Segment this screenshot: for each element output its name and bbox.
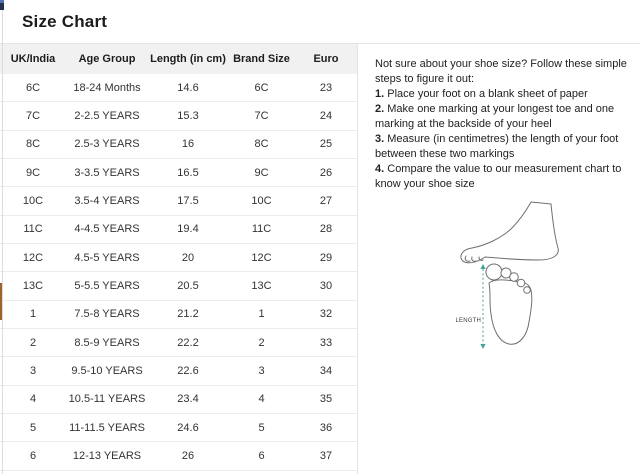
cell-brand-size: 4 xyxy=(258,393,265,406)
cell-length-cm: 19.4 xyxy=(177,223,199,236)
cell-brand-size: 2 xyxy=(258,336,265,349)
table-row xyxy=(0,272,357,300)
guide-step xyxy=(375,87,634,102)
cell-length-cm: 22.2 xyxy=(177,336,199,349)
panel-content xyxy=(0,44,640,474)
cell-uk-india: 9C xyxy=(25,166,41,179)
page-title: Size Chart xyxy=(22,11,108,31)
guide-intro: Not sure about your shoe size? Follow these simple steps to figure it out: xyxy=(375,58,627,85)
table-row xyxy=(0,102,357,130)
table-row xyxy=(0,386,357,414)
cell-brand-size: 8C xyxy=(254,138,269,151)
panel-left-border xyxy=(2,0,3,474)
table-row xyxy=(0,187,357,215)
cell-uk-india: 5 xyxy=(29,421,37,434)
cell-brand-size: 13C xyxy=(251,280,272,293)
cell-euro: 32 xyxy=(319,308,333,321)
table-row xyxy=(0,159,357,187)
cell-age-group: 3-3.5 YEARS xyxy=(74,166,140,179)
cell-brand-size: 3 xyxy=(258,365,265,378)
cell-uk-india: 6C xyxy=(25,81,41,94)
cell-age-group: 18-24 Months xyxy=(73,81,141,94)
cell-age-group: 2-2.5 YEARS xyxy=(74,110,140,123)
table-body xyxy=(0,74,357,471)
cell-brand-size: 6C xyxy=(254,81,269,94)
cell-uk-india: 8C xyxy=(25,138,41,151)
title-bar xyxy=(0,0,640,44)
step-number: 2. xyxy=(375,103,385,115)
cell-uk-india: 10C xyxy=(22,195,44,208)
cell-uk-india: 6 xyxy=(29,450,37,463)
table-row xyxy=(0,414,357,442)
footprint-icon xyxy=(486,264,532,344)
cell-length-cm: 17.5 xyxy=(177,195,199,208)
cell-uk-india: 7C xyxy=(25,110,41,123)
cell-length-cm: 16 xyxy=(181,138,195,151)
cell-age-group: 2.5-3 YEARS xyxy=(74,138,140,151)
table-row xyxy=(0,301,357,329)
step-number: 3. xyxy=(375,133,385,145)
cell-length-cm: 23.4 xyxy=(177,393,199,406)
cell-euro: 30 xyxy=(319,280,333,293)
guide-step xyxy=(375,162,634,192)
cell-uk-india: 12C xyxy=(22,251,44,264)
size-table xyxy=(0,44,358,474)
arrow-up-icon xyxy=(480,264,485,269)
cell-euro: 34 xyxy=(319,365,333,378)
column-header-uk-india: UK/India xyxy=(10,53,56,65)
cell-brand-size: 1 xyxy=(258,308,265,321)
cell-brand-size: 7C xyxy=(254,110,269,123)
cell-euro: 26 xyxy=(319,166,333,179)
step-text: Measure (in centimetres) the length of your foot between these two markings xyxy=(375,133,619,160)
cell-euro: 29 xyxy=(319,251,333,264)
cell-length-cm: 14.6 xyxy=(177,81,199,94)
table-row xyxy=(0,74,357,102)
cell-uk-india: 3 xyxy=(29,365,37,378)
step-number: 1. xyxy=(375,88,385,100)
cell-euro: 36 xyxy=(319,421,333,434)
step-text: Place your foot on a blank sheet of paper xyxy=(384,88,588,100)
cell-length-cm: 15.3 xyxy=(177,110,199,123)
table-row xyxy=(0,216,357,244)
step-number: 4. xyxy=(375,163,385,175)
cell-length-cm: 16.5 xyxy=(177,166,199,179)
cell-brand-size: 12C xyxy=(251,251,272,264)
cell-age-group: 12-13 YEARS xyxy=(72,450,142,463)
cell-brand-size: 9C xyxy=(254,166,269,179)
cell-length-cm: 21.2 xyxy=(177,308,199,321)
guide-steps xyxy=(375,87,634,192)
foot-measurement-illustration xyxy=(439,190,639,360)
cell-age-group: 7.5-8 YEARS xyxy=(74,308,140,321)
guide-step xyxy=(375,132,634,162)
cell-age-group: 4-4.5 YEARS xyxy=(74,223,140,236)
table-row xyxy=(0,357,357,385)
cell-uk-india: 11C xyxy=(23,223,43,236)
cell-age-group: 8.5-9 YEARS xyxy=(74,336,140,349)
cell-uk-india: 1 xyxy=(29,308,37,321)
cell-brand-size: 5 xyxy=(258,421,265,434)
cell-uk-india: 4 xyxy=(29,393,37,406)
cell-euro: 28 xyxy=(319,223,333,236)
cell-euro: 37 xyxy=(319,450,333,463)
length-label: LENGTH xyxy=(455,318,481,324)
cell-length-cm: 22.6 xyxy=(177,365,199,378)
cell-age-group: 9.5-10 YEARS xyxy=(71,365,143,378)
cell-age-group: 10.5-11 YEARS xyxy=(68,393,146,406)
cell-age-group: 11-11.5 YEARS xyxy=(69,421,145,434)
cell-length-cm: 20.5 xyxy=(177,280,199,293)
cell-brand-size: 11C xyxy=(251,223,272,236)
measurement-guide xyxy=(358,44,640,474)
arrow-down-icon xyxy=(480,344,485,349)
cell-euro: 23 xyxy=(319,81,333,94)
background-fragment-top-left xyxy=(0,0,4,10)
background-fragment-left-edge xyxy=(0,283,2,320)
table-row xyxy=(0,329,357,357)
guide-step xyxy=(375,102,634,132)
table-row xyxy=(0,244,357,272)
cell-euro: 24 xyxy=(319,110,333,123)
cell-age-group: 3.5-4 YEARS xyxy=(74,195,140,208)
cell-length-cm: 24.6 xyxy=(177,421,199,434)
table-header-row xyxy=(0,44,357,74)
cell-length-cm: 26 xyxy=(181,450,195,463)
column-header-brand-size: Brand Size xyxy=(233,53,290,65)
cell-euro: 25 xyxy=(319,138,333,151)
table-row xyxy=(0,442,357,470)
cell-euro: 27 xyxy=(319,195,333,208)
cell-brand-size: 10C xyxy=(251,195,272,208)
cell-age-group: 5-5.5 YEARS xyxy=(74,280,140,293)
cell-uk-india: 13C xyxy=(22,280,44,293)
step-text: Compare the value to our measurement chart to know your shoe size xyxy=(375,163,622,190)
length-measure-line xyxy=(455,264,485,349)
cell-euro: 35 xyxy=(319,393,333,406)
column-header-age-group: Age Group xyxy=(78,53,136,65)
column-header-length-cm: Length (in cm) xyxy=(150,53,226,65)
foot-side-view-icon xyxy=(461,202,558,263)
cell-age-group: 4.5-5 YEARS xyxy=(74,251,140,264)
table-row xyxy=(0,131,357,159)
cell-uk-india: 2 xyxy=(29,336,37,349)
cell-length-cm: 20 xyxy=(181,251,195,264)
column-header-euro: Euro xyxy=(313,53,339,65)
cell-euro: 33 xyxy=(319,336,333,349)
cell-brand-size: 6 xyxy=(258,450,265,463)
step-text: Make one marking at your longest toe and one marking at the backside of your heel xyxy=(375,103,615,130)
